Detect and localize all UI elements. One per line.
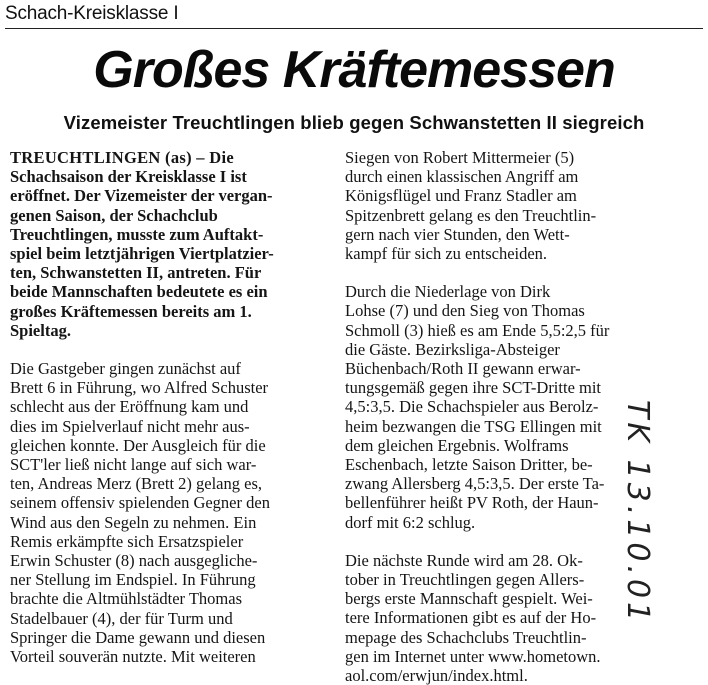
text-line: Erwin Schuster (8) nach ausgegliche- — [10, 551, 258, 571]
text-line: Spieltag. — [10, 320, 71, 340]
text-line: dorf mit 6:2 schlug. — [345, 512, 476, 532]
text-line: ten, Andreas Merz (Brett 2) gelang es, — [10, 474, 262, 494]
text-line: Eschenbach, letzte Saison Dritter, be- — [345, 455, 593, 475]
handwritten-date-note: TK 13.10.01 — [620, 400, 655, 626]
text-line: gen im Internet unter www.hometown. — [345, 646, 601, 666]
text-line: Durch die Niederlage von Dirk — [345, 282, 551, 302]
text-line: Die Gastgeber gingen zunächst auf — [10, 359, 241, 379]
text-line: Vorteil souverän nutzte. Mit weiteren — [10, 647, 256, 667]
column-left — [10, 148, 335, 666]
text-line: seinem offensiv spielenden Gegner den — [10, 493, 270, 513]
text-line: aol.com/erwjun/index.html. — [345, 666, 528, 685]
text-line: Treuchtlingen, musste zum Auftakt- — [10, 224, 264, 244]
text-line: SCT'ler ließ nicht lange auf sich war- — [10, 455, 257, 475]
text-line: großes Kräftemessen bereits am 1. — [10, 301, 252, 321]
text-line: Spitzenbrett gelang es den Treuchtlin- — [345, 205, 597, 225]
text-line: Brett 6 in Führung, wo Alfred Schuster — [10, 378, 269, 398]
text-line: genen Saison, der Schachclub — [10, 205, 218, 225]
text-line: Wind aus den Segeln zu nehmen. Ein — [10, 512, 257, 532]
text-line: Lohse (7) und den Sieg von Thomas — [345, 301, 585, 321]
text-line: gern nach vier Stunden, den Wett- — [345, 224, 570, 244]
text-line: gleichen konnte. Der Ausgleich für die — [10, 435, 266, 455]
text-line: mepage des Schachclubs Treuchtlin- — [345, 627, 587, 647]
text-line: tungsgemäß gegen ihre SCT-Dritte mit — [345, 378, 602, 398]
text-line: Siegen von Robert Mittermeier (5) — [345, 148, 575, 167]
text-line: Büchenbach/Roth II gewann erwar- — [345, 359, 581, 379]
text-line: Die nächste Runde wird am 28. Ok- — [345, 550, 583, 570]
text-line: Remis erkämpfte sich Ersatzspieler — [10, 531, 244, 551]
text-line: brachte die Altmühlstädter Thomas — [10, 589, 243, 609]
text-line: ten, Schwanstetten II, antreten. Für — [10, 263, 262, 283]
text-line: zwang Allersberg 4,5:3,5. Der erste Ta- — [345, 474, 605, 494]
headline: Großes Kräftemessen — [93, 41, 615, 99]
body-paragraph — [345, 148, 670, 263]
text-line: Königsflügel und Franz Stadler am — [345, 186, 577, 206]
text-line: Schachsaison der Kreisklasse I ist — [10, 167, 247, 187]
intro-paragraph — [10, 148, 335, 340]
text-line: schlecht aus der Eröffnung kam und — [10, 397, 249, 417]
text-line: dem gleichen Ergebnis. Wolframs — [345, 435, 569, 455]
text-line: 4,5:3,5. Die Schachspieler aus Berolz- — [345, 397, 599, 417]
text-line: ner Stellung im Endspiel. In Führung — [10, 570, 256, 590]
text-line: tober in Treuchtlingen gegen Allers- — [345, 570, 585, 590]
text-line: spiel beim letztjährigen Viertplatzier- — [10, 244, 274, 264]
text-line: bellenführer heißt PV Roth, der Haun- — [345, 493, 599, 513]
top-rule — [5, 28, 703, 29]
text-line: kampf für sich zu entscheiden. — [345, 244, 548, 264]
text-line: tere Informationen gibt es auf der Ho- — [345, 608, 597, 628]
body-paragraph — [10, 359, 335, 666]
text-line: beide Mannschaften bedeutete es ein — [10, 282, 268, 302]
text-line: dies im Spielverlauf nicht mehr aus- — [10, 416, 250, 436]
text-line: Schmoll (3) hieß es am Ende 5,5:2,5 für — [345, 320, 610, 340]
text-line: die Gäste. Bezirksliga-Absteiger — [345, 339, 560, 359]
text-line: bergs erste Mannschaft gespielt. Wei- — [345, 589, 593, 609]
text-line: heim bezwangen die TSG Ellingen mit — [345, 416, 602, 436]
text-line: eröffnet. Der Vizemeister der vergan- — [10, 186, 273, 206]
text-line: TREUCHTLINGEN (as) – Die — [10, 148, 235, 167]
text-line: durch einen klassischen Angriff am — [345, 167, 579, 187]
subheadline: Vizemeister Treuchtlingen blieb gegen Schwanstetten II siegreich — [63, 112, 645, 133]
text-line: Stadelbauer (4), der für Turm und — [10, 608, 233, 628]
section-kicker: Schach-Kreisklasse I — [5, 3, 179, 24]
text-line: Springer die Dame gewann und diesen — [10, 627, 266, 647]
